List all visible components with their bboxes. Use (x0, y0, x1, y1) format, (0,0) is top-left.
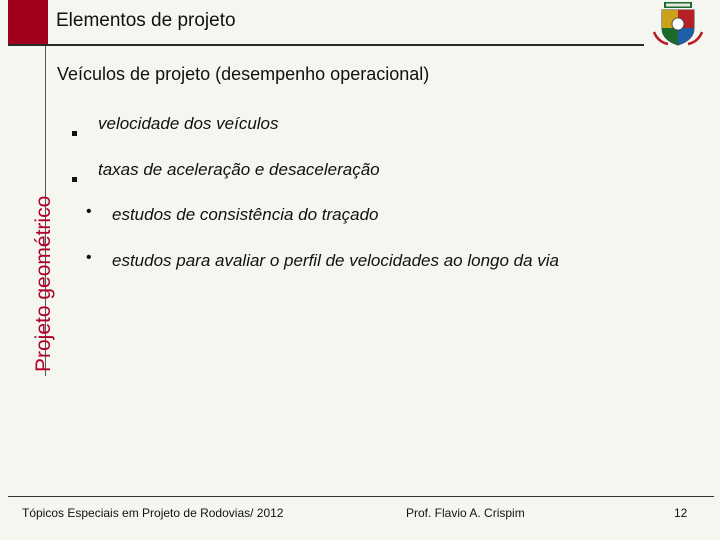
slide-subtitle: Veículos de projeto (desempenho operacional) (57, 64, 430, 84)
accent-bar (8, 0, 48, 45)
bullet-text: taxas de aceleração e desaceleração (98, 160, 380, 179)
institution-crest-icon (652, 2, 704, 46)
header-divider (8, 44, 644, 46)
page-number: 12 (674, 506, 688, 520)
bullet-text: velocidade dos veículos (98, 114, 279, 133)
dot-bullet-icon: • (86, 249, 92, 266)
footer-divider (8, 496, 714, 497)
sub-bullet-text: estudos para avaliar o perfil de velocidades ao longo da via (112, 251, 560, 270)
vertical-section-title: Projeto geométrico (32, 195, 55, 372)
footer-author: Prof. Flavio A. Crispim (406, 506, 525, 520)
sub-bullet-text: estudos de consistência do traçado (112, 205, 379, 224)
header-title: Elementos de projeto (56, 10, 236, 31)
square-bullet-icon (72, 121, 77, 141)
dot-bullet-icon: • (86, 203, 92, 220)
footer-course: Tópicos Especiais em Projeto de Rodovias/ 2012 (22, 506, 284, 520)
square-bullet-icon (72, 167, 77, 187)
